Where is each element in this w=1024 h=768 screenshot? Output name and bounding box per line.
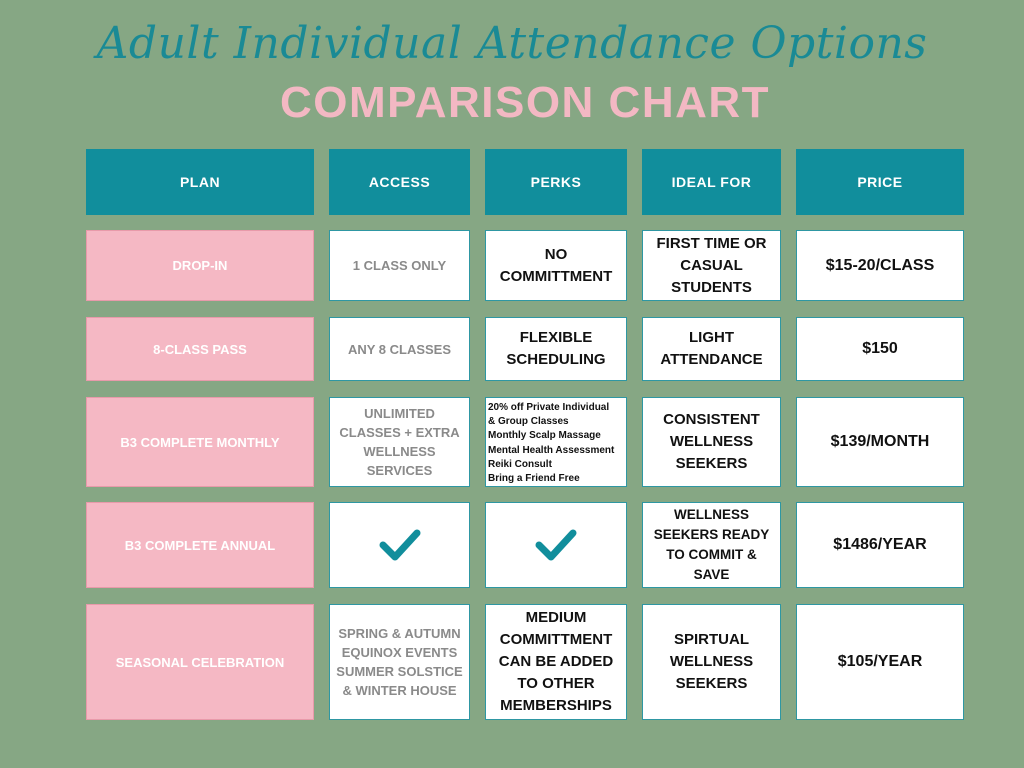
- access-cell: [329, 502, 470, 588]
- perk-item: Monthly Scalp Massage: [488, 430, 601, 442]
- perk-item: & Group Classes: [488, 416, 569, 428]
- plan-cell: B3 COMPLETE MONTHLY: [86, 397, 314, 487]
- price-cell: $139/MONTH: [796, 397, 964, 487]
- header-ideal-for: IDEAL FOR: [642, 149, 781, 215]
- price-cell: $15-20/CLASS: [796, 230, 964, 301]
- price-cell: $105/YEAR: [796, 604, 964, 720]
- header-plan: PLAN: [86, 149, 314, 215]
- price-cell: $1486/YEAR: [796, 502, 964, 588]
- plan-cell: 8-CLASS PASS: [86, 317, 314, 381]
- plan-cell: DROP-IN: [86, 230, 314, 301]
- ideal-for-cell: FIRST TIME OR CASUAL STUDENTS: [642, 230, 781, 301]
- header-access: ACCESS: [329, 149, 470, 215]
- checkmark-icon: [377, 525, 423, 565]
- perks-cell: NO COMMITTMENT: [485, 230, 627, 301]
- price-cell: $150: [796, 317, 964, 381]
- ideal-for-cell: LIGHT ATTENDANCE: [642, 317, 781, 381]
- perk-item: Reiki Consult: [488, 458, 552, 470]
- page-title: Adult Individual Attendance Options: [96, 18, 928, 69]
- ideal-for-cell: SPIRTUAL WELLNESS SEEKERS: [642, 604, 781, 720]
- perk-item: 20% off Private Individual: [488, 402, 610, 413]
- perk-item: Bring a Friend Free: [488, 473, 580, 485]
- header-perks: PERKS: [485, 149, 627, 215]
- plan-cell: SEASONAL CELEBRATION: [86, 604, 314, 720]
- page-subtitle: COMPARISON CHART: [279, 78, 771, 127]
- perks-cell: MEDIUM COMMITTMENT CAN BE ADDED TO OTHER MEMBERSHIPS: [485, 604, 627, 720]
- access-cell: ANY 8 CLASSES: [329, 317, 470, 381]
- access-cell: 1 CLASS ONLY: [329, 230, 470, 301]
- perks-list: [485, 397, 627, 487]
- ideal-for-cell: WELLNESS SEEKERS READY TO COMMIT & SAVE: [642, 502, 781, 588]
- ideal-for-cell: CONSISTENT WELLNESS SEEKERS: [642, 397, 781, 487]
- checkmark-icon: [533, 525, 579, 565]
- access-cell: UNLIMITED CLASSES + EXTRA WELLNESS SERVICES: [329, 397, 470, 487]
- header-price: PRICE: [796, 149, 964, 215]
- perks-cell: FLEXIBLE SCHEDULING: [485, 317, 627, 381]
- access-cell: SPRING & AUTUMN EQUINOX EVENTS SUMMER SOLSTICE & WINTER HOUSE: [329, 604, 470, 720]
- perk-item: Mental Health Assessment: [488, 444, 615, 456]
- perks-cell: [485, 502, 627, 588]
- plan-cell: B3 COMPLETE ANNUAL: [86, 502, 314, 588]
